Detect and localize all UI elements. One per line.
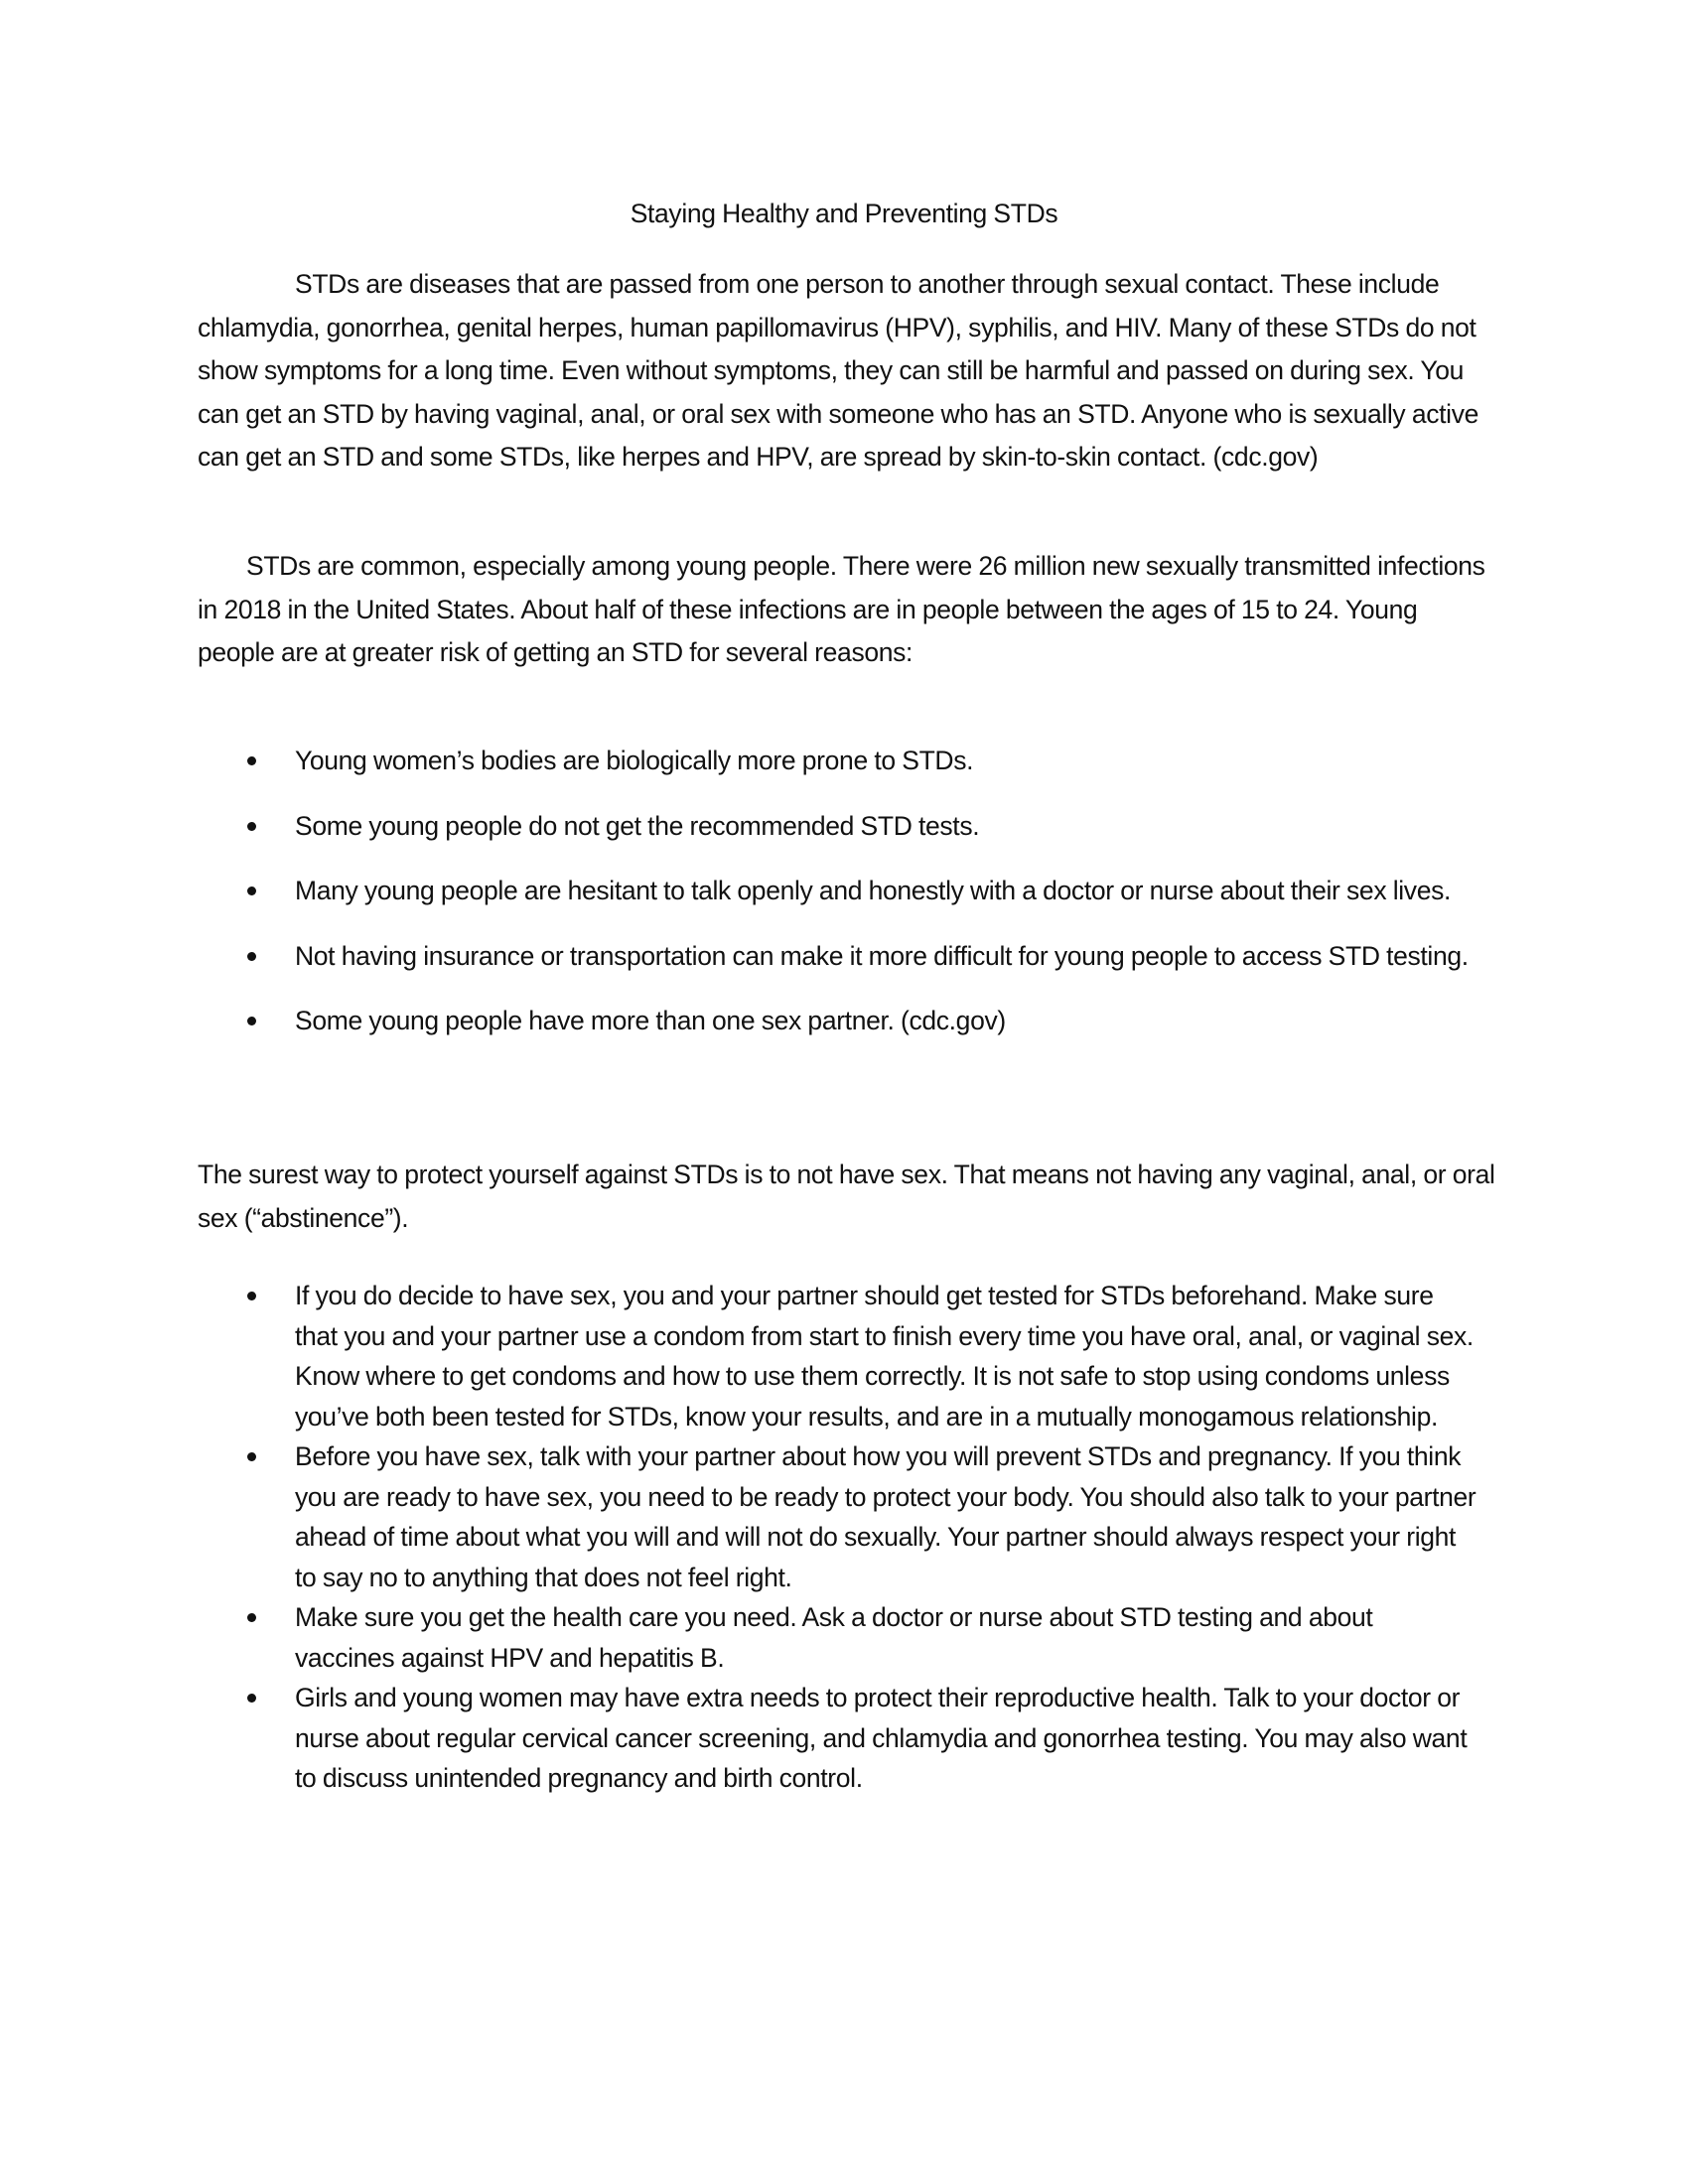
bullet-icon <box>247 1694 256 1703</box>
risk-reasons-list <box>0 740 1688 1065</box>
list-item-text: Some young people do not get the recommended STD tests. <box>295 810 980 841</box>
list-item <box>0 1436 1477 1597</box>
list-item <box>0 1000 1477 1043</box>
list-item-text: Young women’s bodies are biologically more prone to STDs. <box>295 746 974 775</box>
list-item-text: Many young people are hesitant to talk openly and honestly with a doctor or nurse about their sex lives. <box>295 876 1452 905</box>
list-item-text: Girls and young women may have extra needs to protect their reproductive health. Talk to your doctor or nurse about regular cervical cancer screening, and chlamydia and gonorrhea testing. You may also want to discuss unintended pregnancy and birth control. <box>295 1683 1468 1793</box>
bullet-icon <box>247 1017 256 1025</box>
list-item <box>0 805 1477 849</box>
bullet-icon <box>247 822 256 831</box>
list-item <box>0 1276 1477 1436</box>
bullet-icon <box>247 1452 256 1461</box>
list-item-text: Some young people have more than one sex partner. (cdc.gov) <box>295 1006 1006 1035</box>
risk-paragraph: STDs are common, especially among young people. There were 26 million new sexually transmitted infections in 2018 in the United States. About half of these infections are in people between the ages of 15 to 24. Young people are at greater risk of getting an STD for several reasons: <box>198 551 1485 667</box>
list-item <box>0 1597 1477 1678</box>
list-item-text: If you do decide to have sex, you and your partner should get tested for STDs beforehand. Make sure that you and your partner use a condom from start to finish every time you have oral, anal, or vaginal sex. Know where to get condoms and how to use them correctly. It is not safe to stop using condoms unless you’ve both been tested for STDs, know your results, and are in a mutually monogamous relationship. <box>295 1281 1474 1432</box>
bullet-icon <box>247 1613 256 1622</box>
list-item <box>0 1678 1477 1799</box>
document-title: Staying Healthy and Preventing STDs <box>630 199 1058 228</box>
bullet-icon <box>247 756 256 765</box>
list-item <box>0 870 1477 913</box>
list-item <box>0 740 1477 783</box>
bullet-icon <box>247 887 256 895</box>
list-item-text: Before you have sex, talk with your partner about how you will prevent STDs and pregnancy. If you think you are ready to have sex, you need to be ready to protect your body. You should also talk to your partner ahead of time about what you will and will not do sexually. Your partner should always respect your right to say no to anything that does not feel right. <box>295 1441 1477 1592</box>
list-item-text: Make sure you get the health care you need. Ask a doctor or nurse about STD testing and about vaccines against HPV and hepatitis B. <box>295 1602 1373 1673</box>
prevention-tips-list <box>0 1276 1688 1799</box>
bullet-icon <box>247 952 256 961</box>
intro-paragraph: STDs are diseases that are passed from one person to another through sexual contact. These include chlamydia, gonorrhea, genital herpes, human papillomavirus (HPV), syphilis, and HIV. Many of these STDs do not show symptoms for a long time. Even without symptoms, they can still be harmful and passed on during sex. You can get an STD by having vaginal, anal, or oral sex with someone who has an STD. Anyone who is sexually active can get an STD and some STDs, like herpes and HPV, are spread by skin-to-skin contact. (cdc.gov) <box>198 269 1478 472</box>
bullet-icon <box>247 1292 256 1300</box>
abstinence-paragraph: The surest way to protect yourself against STDs is to not have sex. That means not having any vaginal, anal, or oral sex (“abstinence”). <box>198 1160 1495 1233</box>
list-item <box>0 935 1477 979</box>
list-item-text: Not having insurance or transportation can make it more difficult for young people to access STD testing. <box>295 940 1469 971</box>
